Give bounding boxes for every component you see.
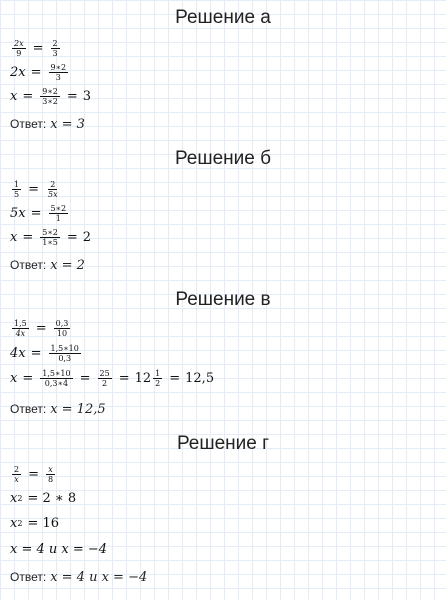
fraction: $\frac{1,5∗10}{0,3∗4}$ — [42, 369, 71, 388]
section-d-answer: Ответ: x = 4 и x = −4 — [10, 570, 148, 585]
fraction: $\frac{1}{2}$ — [155, 369, 161, 388]
fraction: $\frac{25}{2}$ — [99, 369, 110, 388]
section-d-line-3: x 2 = 16 — [10, 516, 60, 531]
fraction: $\frac{1,5∗10}{0,3}$ — [50, 344, 79, 363]
fraction: $\frac{5∗2}{1∗5}$ — [42, 228, 58, 247]
section-d-line-1: $\frac{2}{x}$ = $\frac{x}{8}$ — [14, 465, 54, 484]
fraction: $\frac{2}{5x}$ — [48, 180, 58, 199]
fraction: $\frac{2x}{9}$ — [14, 39, 24, 58]
section-b-answer: Ответ: x = 2 — [10, 258, 85, 273]
section-b-line-2: 5x = $\frac{5∗2}{1}$ — [10, 204, 67, 223]
section-b-line-1: $\frac{1}{5}$ = $\frac{2}{5x}$ — [14, 180, 58, 199]
section-b-line-3: x = $\frac{5∗2}{1∗5}$ = 2 — [10, 228, 92, 247]
fraction: $\frac{1}{5}$ — [14, 180, 20, 199]
mixed-number: 12 $\frac{1}{2}$ — [134, 369, 161, 388]
fraction: $\frac{9∗2}{3∗2}$ — [42, 87, 58, 106]
fraction: $\frac{0,3}{10}$ — [55, 319, 69, 338]
section-c-title: Решение в — [175, 289, 271, 310]
section-a-line-2: 2x = $\frac{9∗2}{3}$ — [10, 63, 67, 82]
section-b-title: Решение б — [174, 148, 272, 169]
fraction: $\frac{1,5}{4x}$ — [14, 319, 27, 338]
fraction: $\frac{x}{8}$ — [48, 465, 54, 484]
section-c-line-1: $\frac{1,5}{4x}$ = $\frac{0,3}{10}$ — [14, 319, 69, 338]
section-a-line-3: x = $\frac{9∗2}{3∗2}$ = 3 — [10, 87, 92, 106]
section-a-title: Решение а — [175, 7, 271, 28]
section-d-title: Решение г — [176, 433, 270, 454]
section-c-answer: Ответ: x = 12,5 — [10, 402, 106, 417]
section-c-line-2: 4x = $\frac{1,5∗10}{0,3}$ — [10, 344, 79, 363]
section-d-line-2: x 2 = 2 ∗ 8 — [10, 491, 77, 506]
section-d-line-4: x = 4 и x = −4 — [10, 542, 108, 557]
section-c-line-3: x = $\frac{1,5∗10}{0,3∗4}$ = $\frac{25}{2}$ = 12 $\frac{1}{2}$ = 12,5 — [10, 369, 215, 388]
fraction: $\frac{5∗2}{1}$ — [50, 204, 67, 223]
fraction: $\frac{9∗2}{3}$ — [50, 63, 67, 82]
section-a-line-1: $\frac{2x}{9}$ = $\frac{2}{3}$ — [14, 39, 58, 58]
fraction: $\frac{2}{x}$ — [14, 465, 20, 484]
fraction: $\frac{2}{3}$ — [52, 39, 58, 58]
section-a-answer: Ответ: x = 3 — [10, 117, 85, 132]
